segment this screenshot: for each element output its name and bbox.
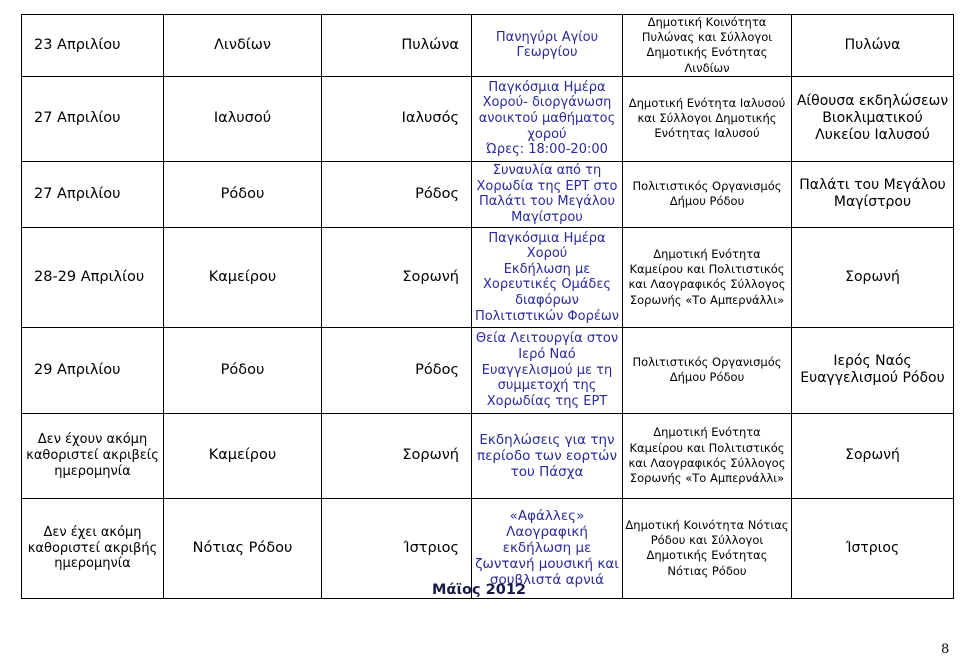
event-hours: Ώρες: 18:00-20:00 [486, 142, 608, 158]
table-row [22, 15, 954, 77]
municipality-cell: Λινδίων [164, 15, 322, 77]
date-cell: 27 Απριλίου [22, 76, 164, 161]
date-cell: Δεν έχει ακόμη καθοριστεί ακριβής ημερομηνία [22, 498, 164, 598]
events-cell [472, 76, 623, 161]
date-cell: 23 Απριλίου [22, 15, 164, 77]
events-cell [472, 161, 623, 227]
events-cell [472, 413, 623, 498]
organizer-text: Πολιτιστικός Οργανισμός Δήμου Ρόδου [632, 355, 782, 385]
venue-text: Σορωνή [845, 268, 900, 285]
organizer-text: Δημοτική Ενότητα Ιαλυσού και Σύλλογοι Δημοτικής Ενότητας Ιαλυσού [628, 96, 786, 141]
event-text: Εκδηλώσεις για την περίοδο των εορτών του Πάσχα [477, 431, 617, 480]
venue-text: Σορωνή [845, 447, 900, 464]
venue-cell [792, 15, 954, 77]
place-cell: Ιαλυσός [322, 76, 472, 161]
organizer-cell [623, 327, 792, 413]
event-text: Εκδήλωση με Χορευτικές Ομάδες διαφόρων Πολιτιστικών Φορέων [474, 261, 620, 324]
events-table [21, 14, 954, 599]
month-title: Μάϊος 2012 [432, 582, 527, 598]
organizer-text: Δημοτική Κοινότητα Πυλώνας και Σύλλογοι Δημοτικής Ενότητας Λινδίων [641, 15, 773, 75]
events-cell [472, 15, 623, 77]
venue-cell [792, 76, 954, 161]
organizer-cell [623, 227, 792, 327]
municipality-cell: Καμείρου [164, 227, 322, 327]
date-cell: 29 Απριλίου [22, 327, 164, 413]
table-row [22, 327, 954, 413]
events-cell [472, 327, 623, 413]
municipality-cell: Νότιας Ρόδου [164, 498, 322, 598]
place-cell: Ρόδος [322, 327, 472, 413]
place-cell: Σορωνή [322, 413, 472, 498]
event-text: Θεία Λειτουργία στον Ιερό Ναό Ευαγγελισμού με τη συμμετοχή της Χορωδίας της ΕΡΤ [475, 331, 619, 409]
table-row [22, 76, 954, 161]
venue-text: Ιερός Ναός Ευαγγελισμού Ρόδου [800, 353, 945, 387]
venue-text: Παλάτι του Μεγάλου Μαγίστρου [799, 177, 946, 211]
events-cell [472, 227, 623, 327]
event-text: «Αφάλλες» Λαογραφική εκδήλωση με ζωντανή μουσική και σουβλιστά αρνιά [475, 508, 619, 589]
organizer-cell [623, 161, 792, 227]
event-text: Παγκόσμια Ημέρα Χορού- διοργάνωση ανοικτού μαθήματος χορού [478, 79, 616, 142]
organizer-text: Πολιτιστικός Οργανισμός Δήμου Ρόδου [632, 179, 782, 209]
table-row [22, 227, 954, 327]
place-cell: Σορωνή [322, 227, 472, 327]
venue-text: Πυλώνα [844, 36, 901, 53]
event-text: Πανηγύρι Αγίου Γεωργίου [495, 29, 599, 61]
venue-cell [792, 227, 954, 327]
organizer-text: Δημοτική Ενότητα Καμείρου και Πολιτιστικός και Λαογραφικός Σύλλογος Σορωνής «Το Αμπερνάλλι» [628, 425, 786, 486]
municipality-cell: Καμείρου [164, 413, 322, 498]
page-number: 8 [941, 642, 950, 657]
municipality-cell: Ρόδου [164, 327, 322, 413]
organizer-cell [623, 15, 792, 77]
date-cell: Δεν έχουν ακόμη καθοριστεί ακριβείς ημερομηνία [22, 413, 164, 498]
organizer-cell [623, 76, 792, 161]
event-text: Συναυλία από τη Χορωδία της ΕΡΤ στο Παλάτι του Μεγάλου Μαγίστρου [476, 163, 618, 225]
venue-cell [792, 498, 954, 598]
venue-text: Ίστριος [845, 539, 900, 556]
place-cell: Πυλώνα [322, 15, 472, 77]
table-row [22, 413, 954, 498]
venue-cell [792, 413, 954, 498]
organizer-text: Δημοτική Κοινότητα Νότιας Ρόδου και Σύλλογοι Δημοτικής Ενότητας Νότιας Ρόδου [625, 517, 789, 578]
place-cell: Ίστριος [322, 498, 472, 598]
event-text: Παγκόσμια Ημέρα Χορού [488, 230, 606, 262]
date-cell: 27 Απριλίου [22, 161, 164, 227]
venue-text: Αίθουσα εκδηλώσεων Βιοκλιματικού Λυκείου Ιαλυσού [796, 93, 949, 144]
municipality-cell: Ρόδου [164, 161, 322, 227]
venue-cell [792, 327, 954, 413]
organizer-cell [623, 498, 792, 598]
venue-cell [792, 161, 954, 227]
organizer-cell [623, 413, 792, 498]
municipality-cell: Ιαλυσού [164, 76, 322, 161]
table-row [22, 161, 954, 227]
organizer-text: Δημοτική Ενότητα Καμείρου και Πολιτιστικός και Λαογραφικός Σύλλογος Σορωνής «Το Αμπερνάλλι» [628, 246, 786, 307]
place-cell: Ρόδος [322, 161, 472, 227]
date-cell: 28-29 Απριλίου [22, 227, 164, 327]
